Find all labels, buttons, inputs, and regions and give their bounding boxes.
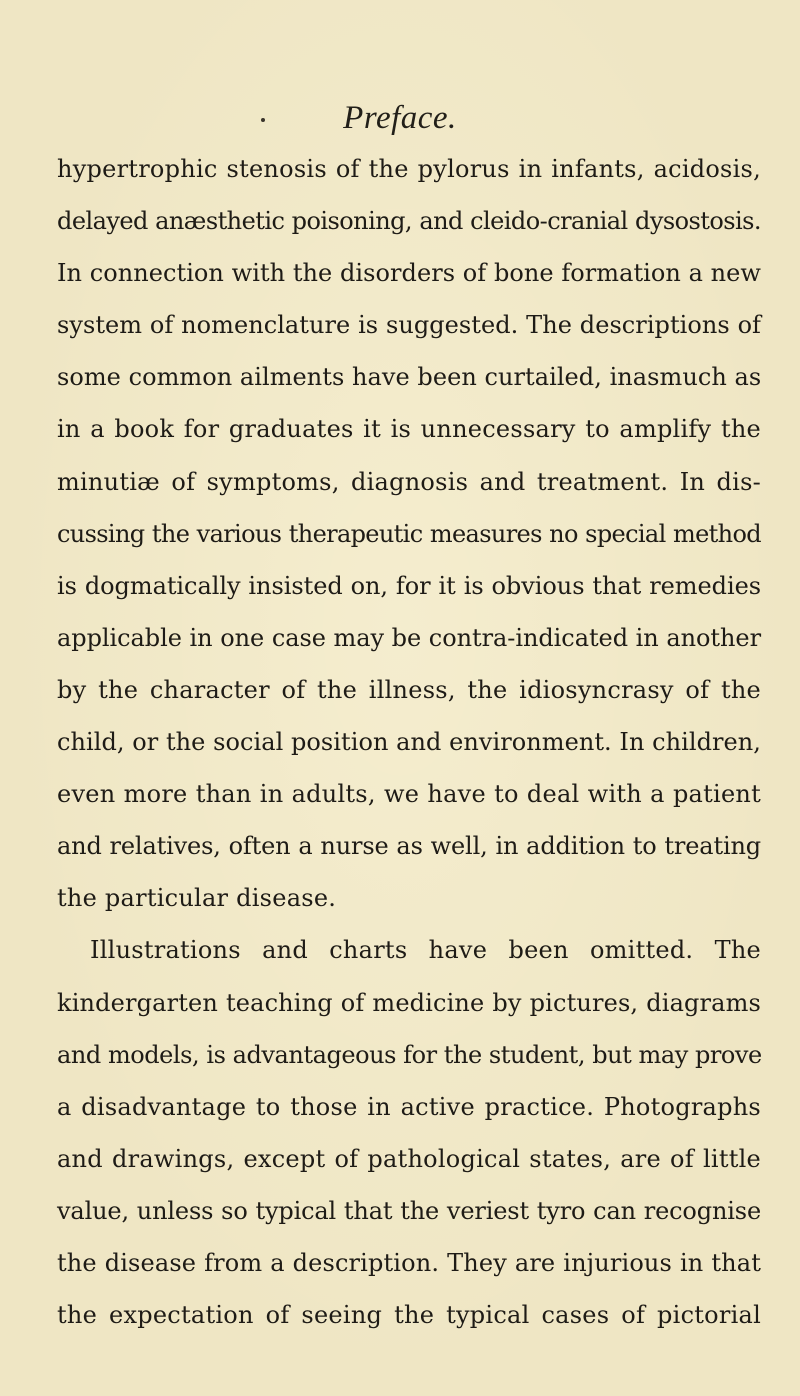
text-line: in a book for graduates it is unnecessary to amplify the — [57, 415, 761, 444]
text-line: and relatives, often a nurse as well, in addition to treating — [57, 832, 761, 861]
text-line: minutiæ of symptoms, diagnosis and treatment. In dis- — [57, 467, 761, 496]
text-line: the expectation of seeing the typical cases of pictorial — [57, 1301, 761, 1330]
text-line: delayed anæsthetic poisoning, and cleido-cranial dysostosis. — [57, 207, 761, 236]
text-line: system of nomenclature is suggested. The descriptions of — [57, 311, 761, 340]
paragraph-start-line: Illustrations and charts have been omitted. The — [90, 936, 761, 965]
text-line: value, unless so typical that the veriest tyro can recognise — [57, 1196, 761, 1225]
text-line: cussing the various therapeutic measures no special method — [57, 519, 761, 548]
paragraph-end-line: the particular disease. — [57, 884, 337, 913]
text-line: a disadvantage to those in active practice. Photographs — [57, 1092, 761, 1121]
text-line: child, or the social position and environment. In children, — [57, 728, 761, 757]
text-line: by the character of the illness, the idiosyncrasy of the — [57, 675, 761, 704]
text-line: the disease from a description. They are injurious in that — [57, 1248, 761, 1277]
text-line: applicable in one case may be contra-indicated in another — [57, 623, 761, 652]
text-line: even more than in adults, we have to deal with a patient — [57, 780, 761, 809]
text-line: is dogmatically insisted on, for it is obvious that remedies — [57, 571, 761, 600]
body-text — [57, 143, 761, 1341]
text-line: In connection with the disorders of bone formation a new — [57, 259, 761, 288]
text-line: and drawings, except of pathological states, are of little — [57, 1144, 761, 1173]
text-line: hypertrophic stenosis of the pylorus in infants, acidosis, — [57, 155, 761, 183]
text-line: some common ailments have been curtailed, inasmuch as — [57, 363, 762, 392]
text-line: kindergarten teaching of medicine by pictures, diagrams — [57, 988, 761, 1017]
running-head: Preface. — [343, 100, 457, 136]
text-line: and models, is advantageous for the student, but may prove — [57, 1040, 762, 1069]
